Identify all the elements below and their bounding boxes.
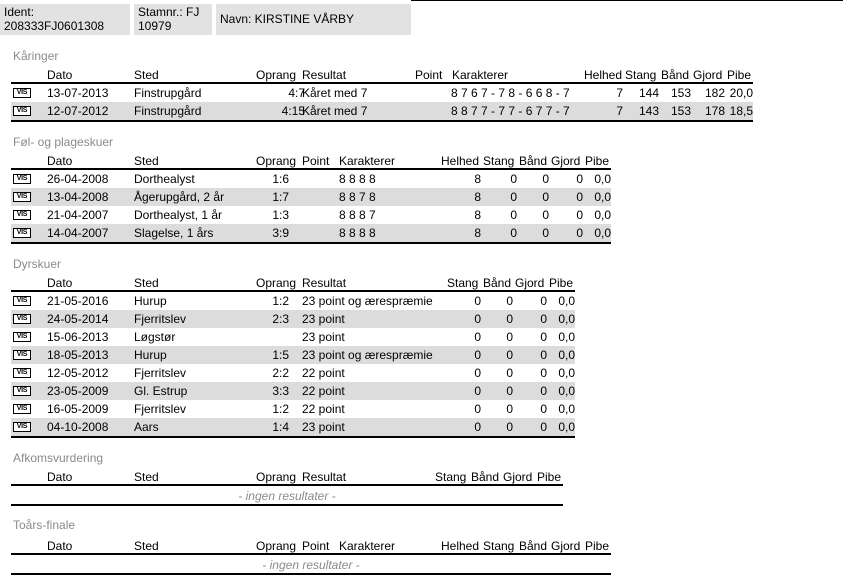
table-row (11, 102, 753, 120)
cell-karakterer: 8 8 8 8 (339, 226, 376, 240)
cell-gjord: 0 (540, 348, 547, 362)
cell-baand: 0 (506, 420, 513, 434)
section-title-afkom: Afkomsvurdering (13, 451, 104, 465)
vis-button[interactable]: VIS (13, 174, 31, 184)
cell-oprang: 3:3 (272, 384, 289, 398)
col-oprang: Oprang (256, 276, 297, 290)
cell-stang: 0 (510, 208, 517, 222)
cell-oprang: 4:7 (288, 86, 305, 100)
table-body (11, 170, 611, 242)
vis-button[interactable]: VIS (13, 296, 31, 306)
cell-sted: Aars (134, 420, 159, 434)
col-stang: Stang (483, 154, 515, 168)
cell-gjord: 0 (540, 384, 547, 398)
cell-resultat: 23 point (302, 420, 345, 434)
table-header (11, 468, 563, 486)
stamnr-label: Stamnr.: FJ (138, 5, 200, 19)
cell-dato: 12-07-2012 (47, 104, 109, 118)
col-pibe: Pibe (585, 154, 610, 168)
col-baand: Bånd (519, 539, 548, 553)
cell-gjord: 0 (576, 226, 583, 240)
table-bottom-line (11, 436, 575, 438)
col-dato: Dato (47, 470, 73, 484)
table-row (11, 400, 575, 418)
cell-sted: Fjerritslev (134, 366, 187, 380)
col-dato: Dato (47, 68, 73, 82)
cell-karakterer: 8 8 8 8 (339, 172, 376, 186)
section-title-karinger: Kåringer (13, 49, 59, 63)
cell-baand: 0 (506, 330, 513, 344)
cell-helhed: 7 (616, 86, 623, 100)
cell-sted: Slagelse, 1 års (134, 226, 214, 240)
table-row (11, 364, 575, 382)
cell-gjord: 0 (540, 402, 547, 416)
vis-button[interactable]: VIS (13, 314, 31, 324)
cell-pibe: 0,0 (594, 190, 611, 204)
no-results-text: - ingen resultater - (262, 558, 360, 572)
col-point: Point (415, 68, 443, 82)
cell-stang: 0 (474, 384, 481, 398)
table-bottom-line (11, 504, 563, 506)
navn-box (216, 4, 411, 35)
table-row (11, 84, 753, 102)
cell-baand: 0 (542, 208, 549, 222)
cell-sted: Ågerupgård, 2 år (134, 190, 225, 204)
col-gjord: Gjord (515, 276, 545, 290)
vis-button[interactable]: VIS (13, 404, 31, 414)
cell-dato: 04-10-2008 (47, 420, 109, 434)
cell-pibe: 0,0 (558, 420, 575, 434)
cell-pibe: 18,5 (729, 104, 753, 118)
cell-sted: Gl. Estrup (134, 384, 188, 398)
table-bottom-line (11, 120, 753, 122)
vis-button[interactable]: VIS (13, 422, 31, 432)
cell-baand: 0 (506, 402, 513, 416)
vis-button[interactable]: VIS (13, 106, 31, 116)
col-oprang: Oprang (256, 470, 297, 484)
cell-pibe: 0,0 (558, 384, 575, 398)
cell-gjord: 0 (540, 420, 547, 434)
cell-gjord: 0 (576, 172, 583, 186)
table-row (11, 170, 611, 188)
cell-karakterer: 8 8 7 8 (339, 190, 376, 204)
col-karakterer: Karakterer (452, 68, 509, 82)
cell-helhed: 8 (474, 208, 481, 222)
cell-helhed: 7 (616, 104, 623, 118)
cell-dato: 18-05-2013 (47, 348, 109, 362)
cell-stang: 0 (510, 172, 517, 186)
vis-button[interactable]: VIS (13, 88, 31, 98)
col-helhed: Helhed (584, 68, 623, 82)
col-baand: Bånd (483, 276, 512, 290)
table-header (11, 66, 753, 84)
top-border (411, 0, 843, 1)
cell-stang: 0 (474, 420, 481, 434)
cell-oprang: 4:15 (281, 104, 305, 118)
table-header (11, 274, 575, 292)
col-dato: Dato (47, 154, 73, 168)
cell-sted: Hurup (134, 294, 167, 308)
table-row (11, 382, 575, 400)
cell-pibe: 0,0 (558, 348, 575, 362)
cell-pibe: 0,0 (594, 208, 611, 222)
cell-dato: 21-04-2007 (47, 208, 109, 222)
table-row (11, 418, 575, 436)
table-header (11, 537, 611, 555)
col-helhed: Helhed (441, 154, 480, 168)
table-toars (11, 537, 611, 573)
col-point: Point (302, 539, 330, 553)
cell-baand: 0 (506, 312, 513, 326)
ident-box (0, 4, 130, 35)
cell-dato: 16-05-2009 (47, 402, 109, 416)
col-oprang: Oprang (256, 68, 297, 82)
cell-sted: Fjerritslev (134, 312, 187, 326)
table-row (11, 188, 611, 206)
section-title-dyr: Dyrskuer (13, 257, 62, 271)
col-dato: Dato (47, 276, 73, 290)
cell-dato: 13-04-2008 (47, 190, 109, 204)
cell-sted: Hurup (134, 348, 167, 362)
cell-sted: Fjerritslev (134, 402, 187, 416)
col-gjord: Gjord (503, 470, 533, 484)
cell-dato: 13-07-2013 (47, 86, 109, 100)
cell-resultat: Kåret med 7 (302, 104, 368, 118)
table-row (11, 310, 575, 328)
table-row (11, 224, 611, 242)
col-stang: Stang (483, 539, 515, 553)
cell-pibe: 0,0 (558, 294, 575, 308)
cell-pibe: 0,0 (594, 226, 611, 240)
cell-helhed: 8 (474, 226, 481, 240)
cell-gjord: 182 (704, 86, 725, 100)
vis-button[interactable]: VIS (13, 192, 31, 202)
no-results-text: - ingen resultater - (238, 489, 336, 503)
table-bottom-line (11, 242, 611, 244)
cell-gjord: 0 (540, 294, 547, 308)
table-fol (11, 152, 611, 242)
cell-oprang: 1:3 (272, 208, 289, 222)
cell-pibe: 0,0 (558, 330, 575, 344)
cell-sted: Dorthealyst (134, 172, 195, 186)
col-gjord: Gjord (693, 68, 723, 82)
col-oprang: Oprang (256, 154, 297, 168)
cell-stang: 0 (510, 190, 517, 204)
cell-pibe: 0,0 (558, 366, 575, 380)
cell-dato: 23-05-2009 (47, 384, 109, 398)
col-resultat: Resultat (302, 68, 347, 82)
section-title-toars: Toårs-finale (13, 518, 76, 532)
col-pibe: Pibe (727, 68, 752, 82)
table-body (11, 292, 575, 436)
cell-stang: 0 (474, 366, 481, 380)
col-gjord: Gjord (551, 539, 581, 553)
col-sted: Sted (134, 154, 159, 168)
vis-button[interactable]: VIS (13, 210, 31, 220)
cell-oprang: 3:9 (272, 226, 289, 240)
col-resultat: Resultat (302, 470, 347, 484)
cell-stang: 0 (474, 330, 481, 344)
col-gjord: Gjord (551, 154, 581, 168)
cell-baand: 0 (506, 384, 513, 398)
cell-gjord: 0 (576, 190, 583, 204)
cell-resultat: Kåret med 7 (302, 86, 368, 100)
cell-oprang: 1:6 (272, 172, 289, 186)
table-row (11, 346, 575, 364)
cell-resultat: 23 point og ærespræmie (302, 294, 433, 308)
cell-sted: Dorthealyst, 1 år (134, 208, 223, 222)
col-pibe: Pibe (549, 276, 574, 290)
col-sted: Sted (134, 470, 159, 484)
vis-button[interactable]: VIS (13, 368, 31, 378)
cell-stang: 0 (474, 294, 481, 308)
cell-dato: 24-05-2014 (47, 312, 109, 326)
cell-baand: 0 (542, 226, 549, 240)
cell-stang: 0 (474, 312, 481, 326)
col-baand: Bånd (519, 154, 548, 168)
table-karinger (11, 66, 753, 120)
cell-resultat: 22 point (302, 402, 345, 416)
cell-stang: 0 (474, 402, 481, 416)
cell-dato: 26-04-2008 (47, 172, 109, 186)
table-bottom-line (11, 573, 611, 575)
cell-oprang: 2:3 (272, 312, 289, 326)
table-body (11, 84, 753, 120)
cell-pibe: 0,0 (594, 172, 611, 186)
cell-dato: 21-05-2016 (47, 294, 109, 308)
col-sted: Sted (134, 68, 159, 82)
cell-sted: Løgstør (134, 330, 176, 344)
col-karakterer: Karakterer (339, 154, 396, 168)
col-oprang: Oprang (256, 539, 297, 553)
no-results-row (11, 555, 611, 573)
cell-karakterer: 8 8 7 7 - 7 7 - 6 7 7 - 7 (451, 104, 570, 118)
cell-dato: 15-06-2013 (47, 330, 109, 344)
cell-oprang: 1:2 (272, 294, 289, 308)
cell-dato: 14-04-2007 (47, 226, 109, 240)
vis-button[interactable]: VIS (13, 386, 31, 396)
cell-pibe: 20,0 (729, 86, 753, 100)
cell-dato: 12-05-2012 (47, 366, 109, 380)
cell-resultat: 22 point (302, 366, 345, 380)
cell-pibe: 0,0 (558, 402, 575, 416)
cell-oprang: 1:7 (272, 190, 289, 204)
no-results-row (11, 486, 563, 504)
cell-sted: Finstrupgård (134, 86, 202, 100)
table-row (11, 206, 611, 224)
col-baand: Bånd (661, 68, 690, 82)
col-stang: Stang (447, 276, 479, 290)
ident-value: 208333FJ0601308 (4, 19, 105, 33)
col-dato: Dato (47, 539, 73, 553)
cell-oprang: 1:2 (272, 402, 289, 416)
col-karakterer: Karakterer (339, 539, 396, 553)
cell-oprang: 2:2 (272, 366, 289, 380)
vis-button[interactable]: VIS (13, 332, 31, 342)
col-baand: Bånd (471, 470, 500, 484)
cell-resultat: 23 point (302, 312, 345, 326)
cell-resultat: 22 point (302, 384, 345, 398)
vis-button[interactable]: VIS (13, 350, 31, 360)
table-dyr (11, 274, 575, 436)
col-sted: Sted (134, 539, 159, 553)
section-title-fol: Føl- og plageskuer (13, 135, 114, 149)
cell-helhed: 8 (474, 172, 481, 186)
table-header (11, 152, 611, 170)
cell-karakterer: 8 7 6 7 - 7 8 - 6 6 8 - 7 (451, 86, 570, 100)
col-point: Point (302, 154, 330, 168)
cell-stang: 0 (510, 226, 517, 240)
col-resultat: Resultat (302, 276, 347, 290)
navn-value: Navn: KIRSTINE VÅRBY (220, 12, 355, 26)
cell-oprang: 1:4 (272, 420, 289, 434)
col-pibe: Pibe (537, 470, 562, 484)
table-afkom (11, 468, 563, 504)
cell-baand: 0 (506, 348, 513, 362)
ident-label: Ident: (4, 5, 35, 19)
cell-gjord: 178 (704, 104, 725, 118)
cell-oprang: 1:5 (272, 348, 289, 362)
stamnr-box (134, 4, 212, 35)
cell-pibe: 0,0 (558, 312, 575, 326)
cell-gjord: 0 (540, 330, 547, 344)
cell-stang: 143 (638, 104, 659, 118)
cell-baand: 0 (506, 294, 513, 308)
cell-sted: Finstrupgård (134, 104, 202, 118)
table-row (11, 328, 575, 346)
vis-button[interactable]: VIS (13, 228, 31, 238)
stamnr-value: 10979 (138, 19, 172, 33)
cell-baand: 153 (670, 86, 691, 100)
cell-baand: 0 (542, 190, 549, 204)
cell-resultat: 23 point og ærespræmie (302, 348, 433, 362)
cell-karakterer: 8 8 8 7 (339, 208, 376, 222)
cell-gjord: 0 (576, 208, 583, 222)
col-stang: Stang (435, 470, 467, 484)
col-stang: Stang (625, 68, 657, 82)
col-pibe: Pibe (585, 539, 610, 553)
table-row (11, 292, 575, 310)
cell-helhed: 8 (474, 190, 481, 204)
cell-resultat: 23 point (302, 330, 345, 344)
col-sted: Sted (134, 276, 159, 290)
col-helhed: Helhed (441, 539, 480, 553)
cell-stang: 0 (474, 348, 481, 362)
cell-baand: 0 (506, 366, 513, 380)
cell-baand: 0 (542, 172, 549, 186)
cell-baand: 153 (670, 104, 691, 118)
cell-gjord: 0 (540, 312, 547, 326)
cell-gjord: 0 (540, 366, 547, 380)
cell-stang: 144 (638, 86, 659, 100)
